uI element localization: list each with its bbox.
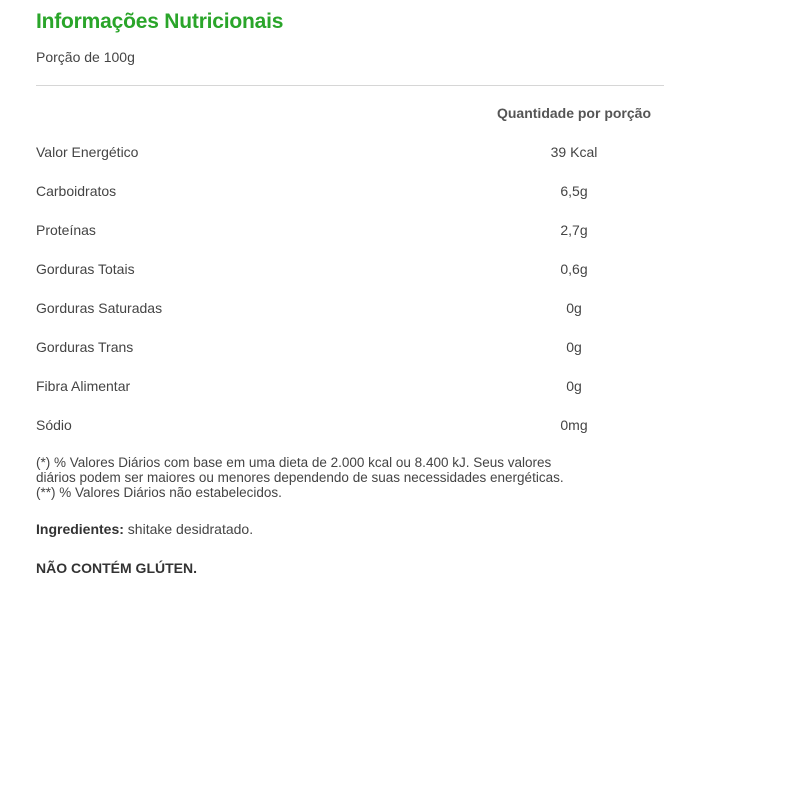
footnote-line: (**) % Valores Diários não estabelecidos. <box>36 485 282 500</box>
nutrient-name: Gorduras Saturadas <box>36 300 163 316</box>
nutrient-name: Gorduras Trans <box>36 339 134 355</box>
daily-values-footnote <box>36 455 656 500</box>
nutrient-name: Gorduras Totais <box>36 261 135 277</box>
table-row <box>36 220 664 259</box>
table-header-row <box>36 103 664 142</box>
table-row <box>36 142 664 181</box>
nutrient-name: Carboidratos <box>36 183 117 199</box>
nutrient-name: Fibra Alimentar <box>36 378 131 394</box>
nutrient-amount: 2,7g <box>560 222 588 238</box>
nutrient-name: Proteínas <box>36 222 96 238</box>
nutrient-amount: 0g <box>566 300 582 316</box>
table-row <box>36 181 664 220</box>
ingredients-label: Ingredientes: <box>36 521 124 537</box>
table-row <box>36 376 664 415</box>
nutrient-name: Sódio <box>36 417 72 433</box>
nutrient-amount: 0g <box>566 378 582 394</box>
nutrient-amount: 6,5g <box>560 183 588 199</box>
table-row <box>36 337 664 376</box>
footnote-line: diários podem ser maiores ou menores dependendo de suas necessidades energéticas. <box>36 470 564 485</box>
table-row <box>36 259 664 298</box>
nutrient-amount: 0,6g <box>560 261 588 277</box>
nutrition-table <box>36 103 664 454</box>
divider <box>36 85 664 86</box>
page-title: Informações Nutricionais <box>36 10 284 33</box>
nutrient-amount: 0g <box>566 339 582 355</box>
ingredients-value: shitake desidratado. <box>123 521 254 537</box>
nutrient-amount: 39 Kcal <box>550 144 598 160</box>
column-header-amount: Quantidade por porção <box>496 105 651 121</box>
gluten-notice: NÃO CONTÉM GLÚTEN. <box>36 560 197 576</box>
table-row <box>36 298 664 337</box>
table-row <box>36 415 664 454</box>
footnote-line: (*) % Valores Diários com base em uma dieta de 2.000 kcal ou 8.400 kJ. Seus valores <box>36 455 552 470</box>
nutrient-name: Valor Energético <box>36 144 139 160</box>
nutrient-amount: 0mg <box>560 417 588 433</box>
portion-size: Porção de 100g <box>36 49 135 65</box>
ingredients <box>36 521 253 537</box>
